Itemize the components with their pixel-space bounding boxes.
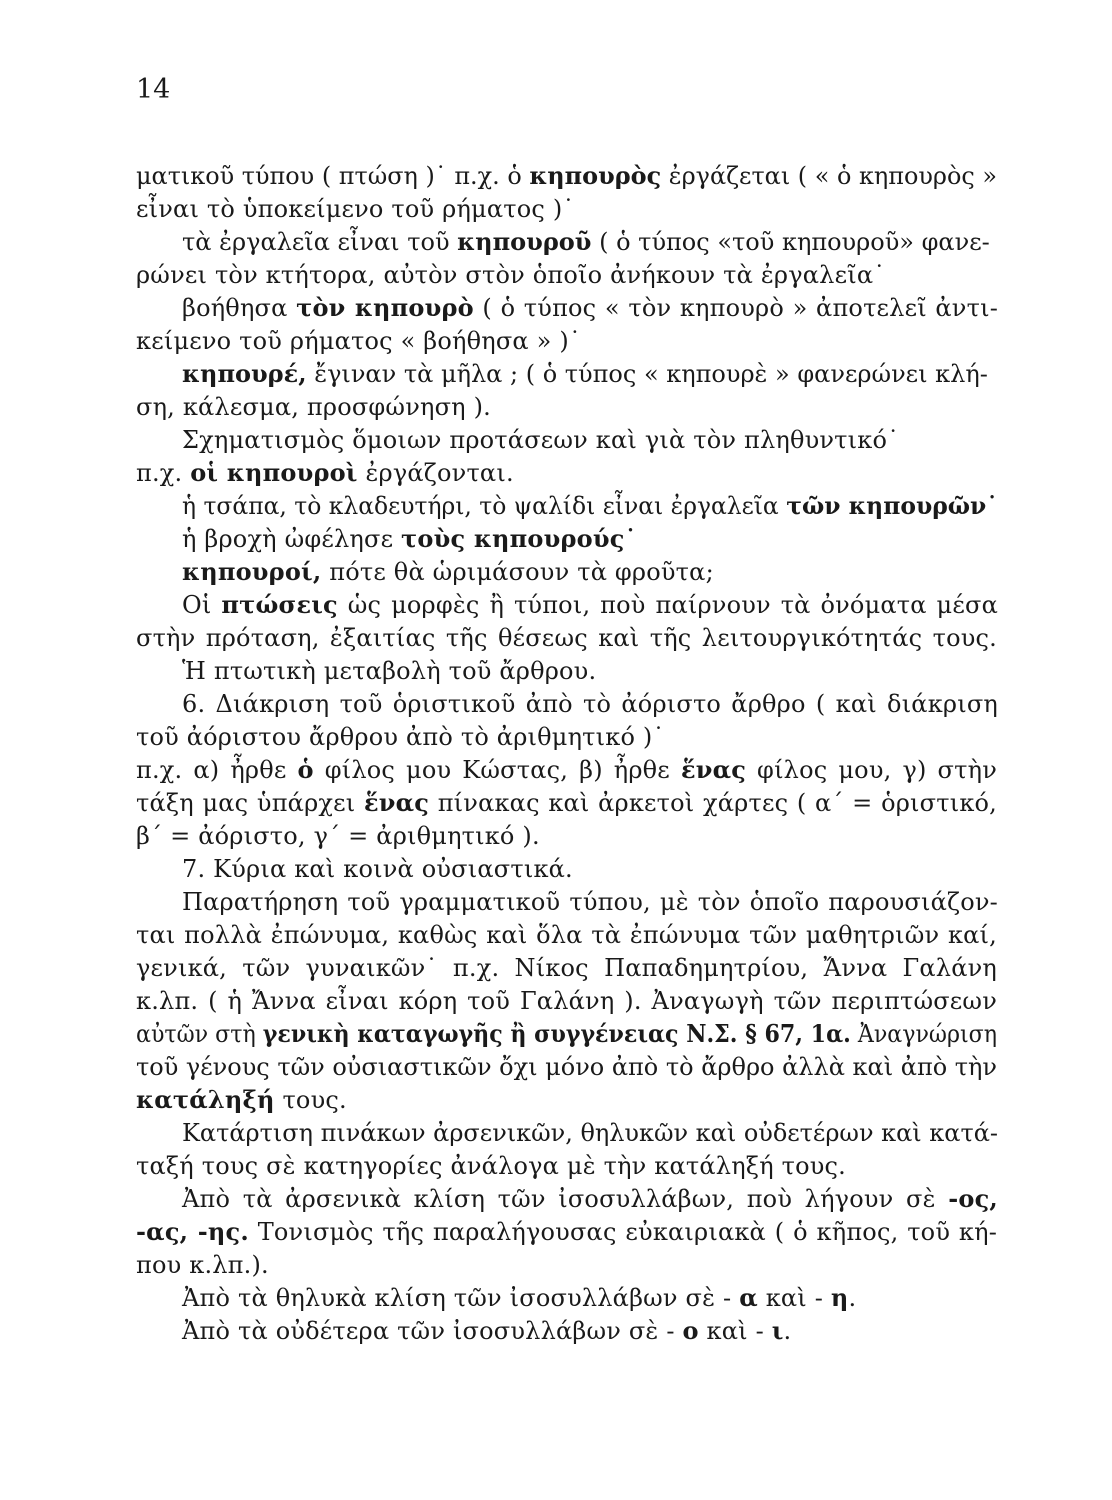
text-line — [136, 1216, 997, 1248]
text-run: ρώνει τὸν κτήτορα, αὐτὸν στὸν ὁποῖο ἀνήκουν τὰ ἐργαλεῖα˙ — [136, 261, 886, 289]
text-line — [182, 886, 998, 918]
text-run: φίλος μου, γ) στὴν — [746, 756, 997, 784]
text-line — [182, 490, 998, 522]
text-run: ἐργάζονται. — [357, 459, 514, 487]
text-run: τους. — [274, 1086, 347, 1114]
text-run: . — [848, 1284, 857, 1312]
text-line — [182, 358, 988, 390]
text-line — [182, 556, 714, 588]
text-line — [136, 1051, 997, 1083]
text-run: πότε θὰ ὡριμάσουν τὰ φροῦτα; — [321, 558, 714, 586]
text-line — [136, 1018, 997, 1050]
text-run: Τονισμὸς τῆς παραλήγουσας εὐκαιριακὰ ( ὁ κῆπος, τοῦ κή- — [248, 1218, 998, 1246]
text-run: Παρατήρηση τοῦ γραμματικοῦ τύπου, μὲ τὸν ὁποῖο παρουσιάζον- — [182, 888, 998, 916]
text-line — [136, 721, 665, 753]
text-run: π.χ. — [136, 459, 191, 487]
bold-term: οἱ κηπουροὶ — [190, 458, 358, 487]
text-line — [182, 853, 573, 885]
text-run: ἔγιναν τὰ μῆλα ; ( ὁ τύπος « κηπουρὲ » φανερώνει κλή- — [306, 360, 988, 388]
text-run: ἐργάζεται ( « ὁ κηπουρὸς » — [661, 162, 997, 190]
text-line — [136, 259, 885, 291]
text-run: κείμενο τοῦ ρήματος « βοήθησα » )˙ — [136, 327, 582, 355]
text-run: ( ὁ τύπος « τὸν κηπουρὸ » ἀποτελεῖ ἀντι- — [473, 294, 998, 322]
text-run: ση, κάλεσμα, προσφώνηση ). — [136, 393, 491, 421]
text-run: β΄ = ἀόριστο, γ΄ = ἀριθμητικό ). — [136, 822, 540, 850]
text-line — [136, 820, 540, 852]
text-run: τὰ ἐργαλεῖα εἶναι τοῦ — [182, 228, 458, 256]
text-line — [136, 325, 581, 357]
text-line — [136, 193, 575, 225]
text-run: αὐτῶν στὴ — [136, 1020, 263, 1048]
bold-term: -ος, — [948, 1184, 998, 1213]
bold-term: -ας, -ης. — [136, 1217, 249, 1246]
page-number: 14 — [136, 74, 171, 105]
text-run: 6. Διάκριση τοῦ ὁριστικοῦ ἀπὸ τὸ ἀόριστο ἄρθρο ( καὶ διάκριση — [182, 690, 998, 718]
text-run: ταξή τους σὲ κατηγορίες ἀνάλογα μὲ τὴν κατάληξή τους. — [136, 1152, 846, 1180]
bold-term: κηπουρὸς — [529, 161, 662, 190]
bold-term: η — [830, 1283, 849, 1312]
text-run: τοῦ ἀόριστου ἄρθρου ἀπὸ τὸ ἀριθμητικό )˙ — [136, 723, 665, 751]
text-run: Κατάρτιση πινάκων ἀρσενικῶν, θηλυκῶν καὶ οὐδετέρων καὶ κατά- — [182, 1119, 998, 1147]
text-line — [136, 457, 514, 489]
text-run: ὡς μορφὲς ἢ τύποι, ποὺ παίρνουν τὰ ὀνόματα μέσα — [337, 591, 998, 619]
text-line — [136, 160, 997, 192]
text-run: καὶ - — [757, 1284, 831, 1312]
text-line — [182, 1282, 856, 1314]
text-run: ἡ βροχὴ ὠφέλησε — [182, 525, 402, 553]
bold-term: πτώσεις — [221, 590, 338, 619]
text-run: ( ὁ τύπος «τοῦ κηπουροῦ» φανε- — [591, 228, 990, 256]
text-run: κ.λπ. ( ἡ Ἄννα εἶναι κόρη τοῦ Γαλάνη ). Ἀναγωγὴ τῶν περιπτώσεων — [136, 987, 997, 1015]
text-run: . — [783, 1317, 792, 1345]
bold-term: ο — [682, 1316, 699, 1345]
text-run: φίλος μου Κώστας, β) ἦρθε — [313, 756, 681, 784]
bold-term: γενικὴ καταγωγῆς ἢ συγγένειας Ν.Σ. § 67, 1α. — [262, 1019, 851, 1048]
bold-term: κηπουρέ, — [182, 359, 307, 388]
text-run: Ἀπὸ τὰ θηλυκὰ κλίση τῶν ἰσοσυλλάβων σὲ - — [182, 1284, 740, 1312]
text-line — [182, 424, 899, 456]
bold-term: α — [739, 1283, 758, 1312]
text-line — [136, 919, 997, 951]
text-run: ματικοῦ τύπου ( πτώση )˙ π.χ. ὁ — [136, 162, 530, 190]
text-line — [182, 688, 998, 720]
text-run: τοῦ γένους τῶν οὐσιαστικῶν ὄχι μόνο ἀπὸ τὸ ἄρθρο ἀλλὰ καὶ ἀπὸ τὴν — [136, 1053, 997, 1081]
text-run: πίνακας καὶ ἀρκετοὶ χάρτες ( α΄ = ὁριστικό, — [429, 789, 997, 817]
text-line — [182, 655, 596, 687]
text-line — [182, 1315, 791, 1347]
text-run: βοήθησα — [182, 294, 297, 322]
text-run: καὶ - — [698, 1317, 772, 1345]
text-line — [136, 787, 997, 819]
text-run: γενικά, τῶν γυναικῶν˙ π.χ. Νίκος Παπαδημητρίου, Ἄννα Γαλάνη — [136, 954, 997, 982]
text-run: Σχηματισμὸς ὅμοιων προτάσεων καὶ γιὰ τὸν πληθυντικό˙ — [182, 426, 900, 454]
bold-term: ι — [771, 1316, 784, 1345]
bold-term: ἕνας — [363, 788, 430, 817]
bold-term: ὁ — [297, 755, 314, 784]
text-line — [136, 1150, 846, 1182]
text-line — [136, 1249, 269, 1281]
text-line — [182, 1183, 998, 1215]
text-line — [182, 523, 637, 555]
text-run: Ἡ πτωτικὴ μεταβολὴ τοῦ ἄρθρου. — [182, 657, 597, 685]
bold-term: ἕνας — [680, 755, 747, 784]
text-line — [136, 1084, 347, 1116]
bold-term: κηπουροί, — [182, 557, 322, 586]
text-run: ἡ τσάπα, τὸ κλαδευτήρι, τὸ ψαλίδι εἶναι ἐργαλεῖα — [182, 492, 787, 520]
text-line — [136, 754, 997, 786]
text-run: Οἱ — [182, 591, 222, 619]
bold-term: κατάληξή — [136, 1085, 275, 1114]
bold-term: τοὺς κηπουρούς˙ — [401, 524, 637, 553]
bold-term: κηπουροῦ — [457, 227, 592, 256]
text-run: Ἀπὸ τὰ ἀρσενικὰ κλίση τῶν ἰσοσυλλάβων, ποὺ λήγουν σὲ — [182, 1185, 949, 1213]
text-run: Ἀναγνώριση — [850, 1020, 997, 1048]
text-run: Ἀπὸ τὰ οὐδέτερα τῶν ἰσοσυλλάβων σὲ - — [182, 1317, 683, 1345]
text-line — [182, 1117, 998, 1149]
text-line — [182, 226, 990, 258]
text-run: ται πολλὰ ἐπώνυμα, καθὼς καὶ ὅλα τὰ ἐπώνυμα τῶν μαθητριῶν καί, — [136, 921, 997, 949]
text-run: στὴν πρόταση, ἐξαιτίας τῆς θέσεως καὶ τῆς λειτουργικότητάς τους. — [136, 624, 997, 652]
text-run: εἶναι τὸ ὑποκείμενο τοῦ ρήματος )˙ — [136, 195, 575, 223]
text-run: τάξη μας ὑπάρχει — [136, 789, 364, 817]
text-run: 7. Κύρια καὶ κοινὰ οὐσιαστικά. — [182, 855, 573, 883]
bold-term: τῶν κηπουρῶν˙ — [786, 491, 998, 520]
text-line — [182, 589, 998, 621]
text-run: π.χ. α) ἦρθε — [136, 756, 298, 784]
text-line — [136, 985, 997, 1017]
text-line — [182, 292, 998, 324]
text-run: που κ.λπ.). — [136, 1251, 269, 1279]
text-line — [136, 391, 491, 423]
text-line — [136, 622, 997, 654]
bold-term: τὸν κηπουρὸ — [296, 293, 474, 322]
text-line — [136, 952, 997, 984]
